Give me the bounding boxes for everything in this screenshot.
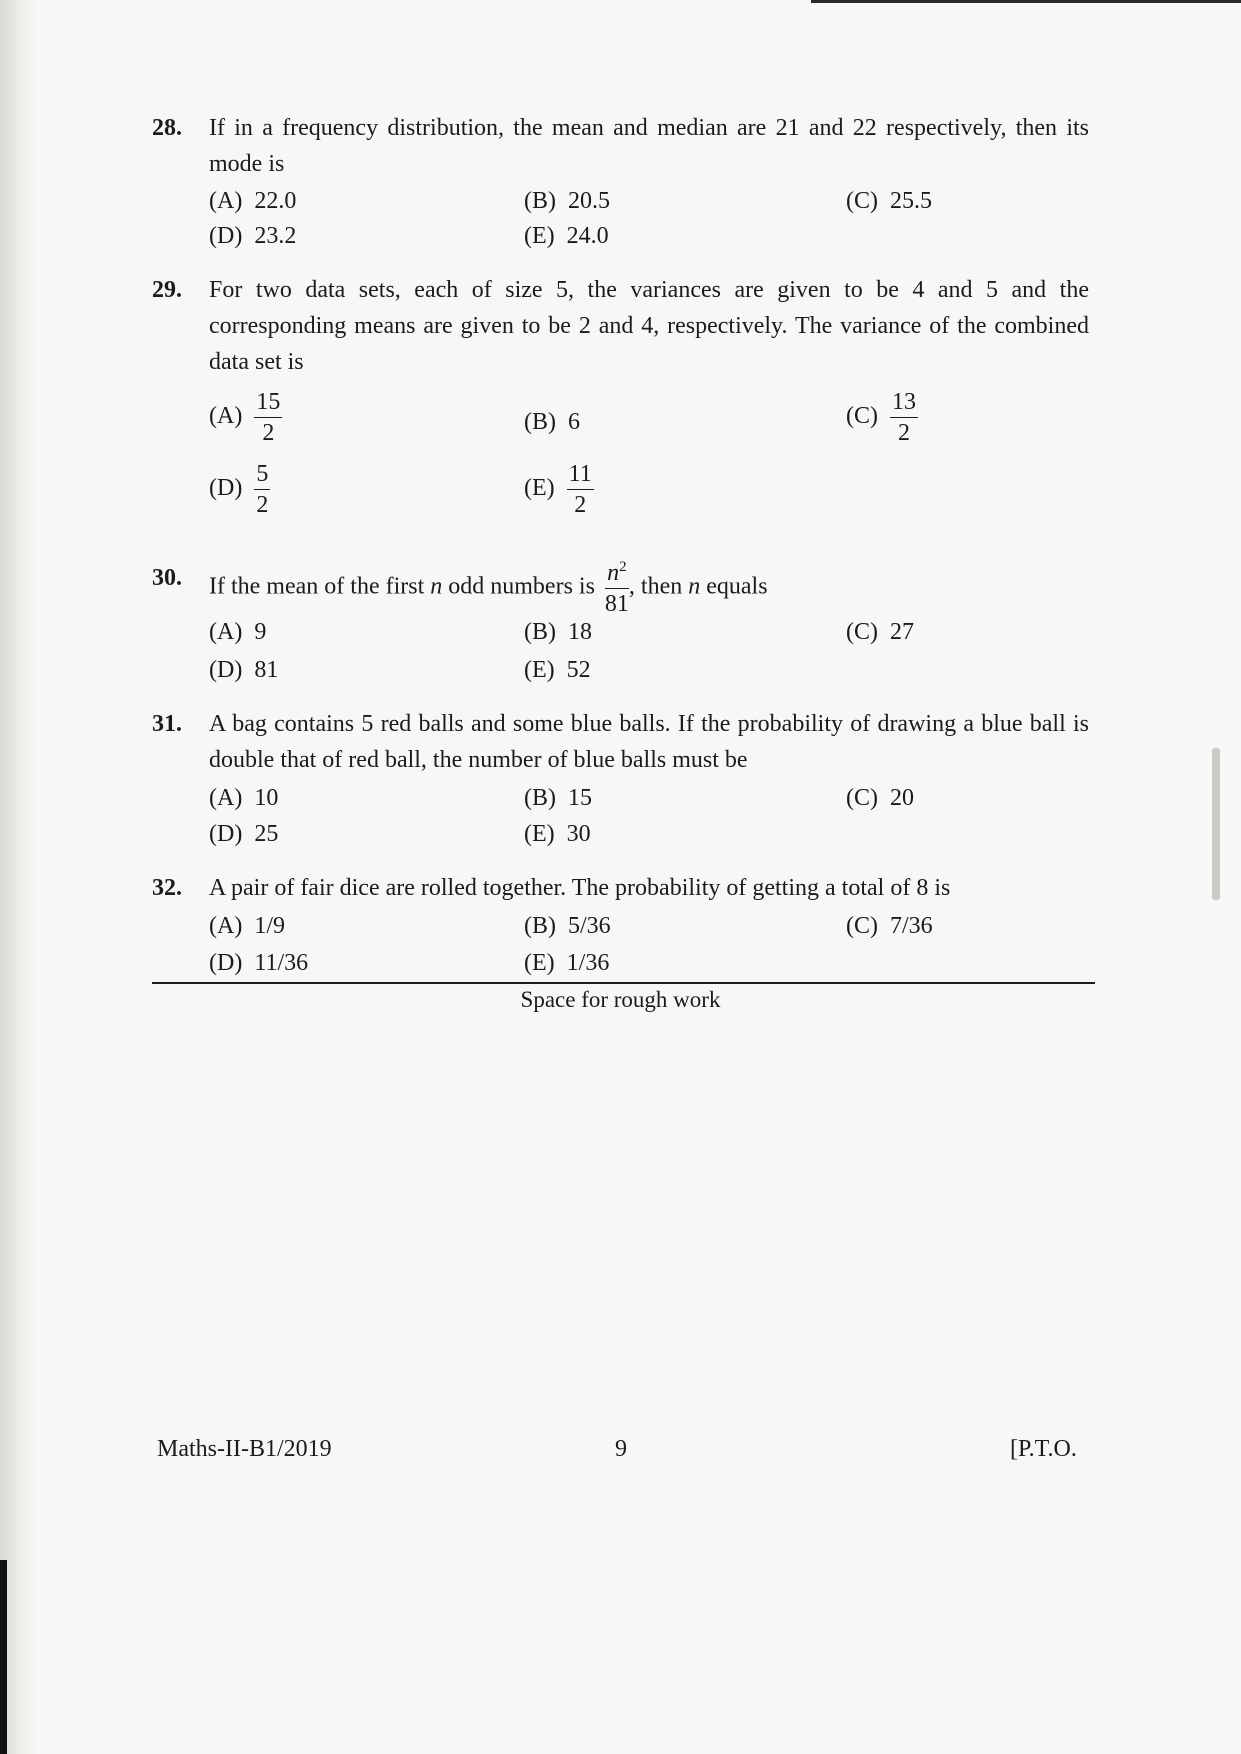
fraction: $\frac{15}{2}$: [256, 389, 281, 446]
scan-edge-bar: [0, 1560, 7, 1754]
option-e: (E) 24.0: [524, 223, 609, 249]
question-number: 28.: [152, 115, 182, 141]
option-e: (E) 30: [524, 821, 591, 847]
option-c: (C) $\frac{13}{2}$: [846, 389, 916, 446]
scan-right-mark: [1212, 748, 1220, 900]
option-d: (D) 11/36: [209, 950, 309, 976]
fraction: $\frac{5}{2}$: [256, 461, 269, 518]
scan-top-line: [811, 0, 1241, 3]
question-number: 30.: [152, 565, 182, 591]
option-c: (C) 25.5: [846, 188, 932, 214]
option-a: (A) 10: [209, 785, 279, 811]
pto-label: [P.T.O.: [1010, 1436, 1077, 1462]
option-b: (B) 15: [524, 785, 592, 811]
option-b: (B) 6: [524, 409, 580, 435]
rough-work-label: Space for rough work: [520, 987, 721, 1012]
option-c: (C) 27: [846, 619, 914, 645]
option-a: (A) 1/9: [209, 913, 285, 939]
option-d: (D) $\frac{5}{2}$: [209, 461, 269, 518]
option-b: (B) 5/36: [524, 913, 611, 939]
question-text: If the mean of the first n odd numbers is $\frac{n^2}{81}$ , then n equals: [209, 559, 768, 617]
option-b: (B) 20.5: [524, 188, 610, 214]
option-d: (D) 23.2: [209, 223, 297, 249]
question-number: 32.: [152, 875, 182, 901]
option-a: (A) 22.0: [209, 188, 297, 214]
question-text: A bag contains 5 red balls and some blue balls. If the probability of drawing a blue ball is double that of red ball, the number of blue balls must be: [209, 711, 1089, 773]
option-e: (E) $\frac{11}{2}$: [524, 461, 592, 518]
fraction: $\frac{11}{2}$: [568, 461, 592, 518]
divider: [152, 982, 1095, 984]
fraction: $\frac{n^2}{81}$: [604, 559, 629, 617]
scan-shadow: [0, 0, 38, 1754]
option-a: (A) 9: [209, 619, 267, 645]
question-text: A pair of fair dice are rolled together. The probability of getting a total of 8 is: [209, 875, 951, 901]
question-number: 29.: [152, 277, 182, 303]
question-number: 31.: [152, 711, 182, 737]
option-d: (D) 25: [209, 821, 279, 847]
question-text: For two data sets, each of size 5, the variances are given to be 4 and 5 and the corresponding means are given to be 2 and 4, respectively. The variance of the combined data set is: [209, 277, 1089, 375]
page-number: 9: [615, 1436, 627, 1462]
paper-code: Maths-II-B1/2019: [157, 1436, 332, 1462]
fraction: $\frac{13}{2}$: [892, 389, 916, 446]
option-b: (B) 18: [524, 619, 592, 645]
option-e: (E) 52: [524, 657, 591, 683]
option-d: (D) 81: [209, 657, 279, 683]
option-c: (C) 7/36: [846, 913, 933, 939]
question-text: If in a frequency distribution, the mean and median are 21 and 22 respectively, then its mode is: [209, 115, 1089, 177]
option-c: (C) 20: [846, 785, 914, 811]
option-a: (A) $\frac{15}{2}$: [209, 389, 281, 446]
option-e: (E) 1/36: [524, 950, 610, 976]
